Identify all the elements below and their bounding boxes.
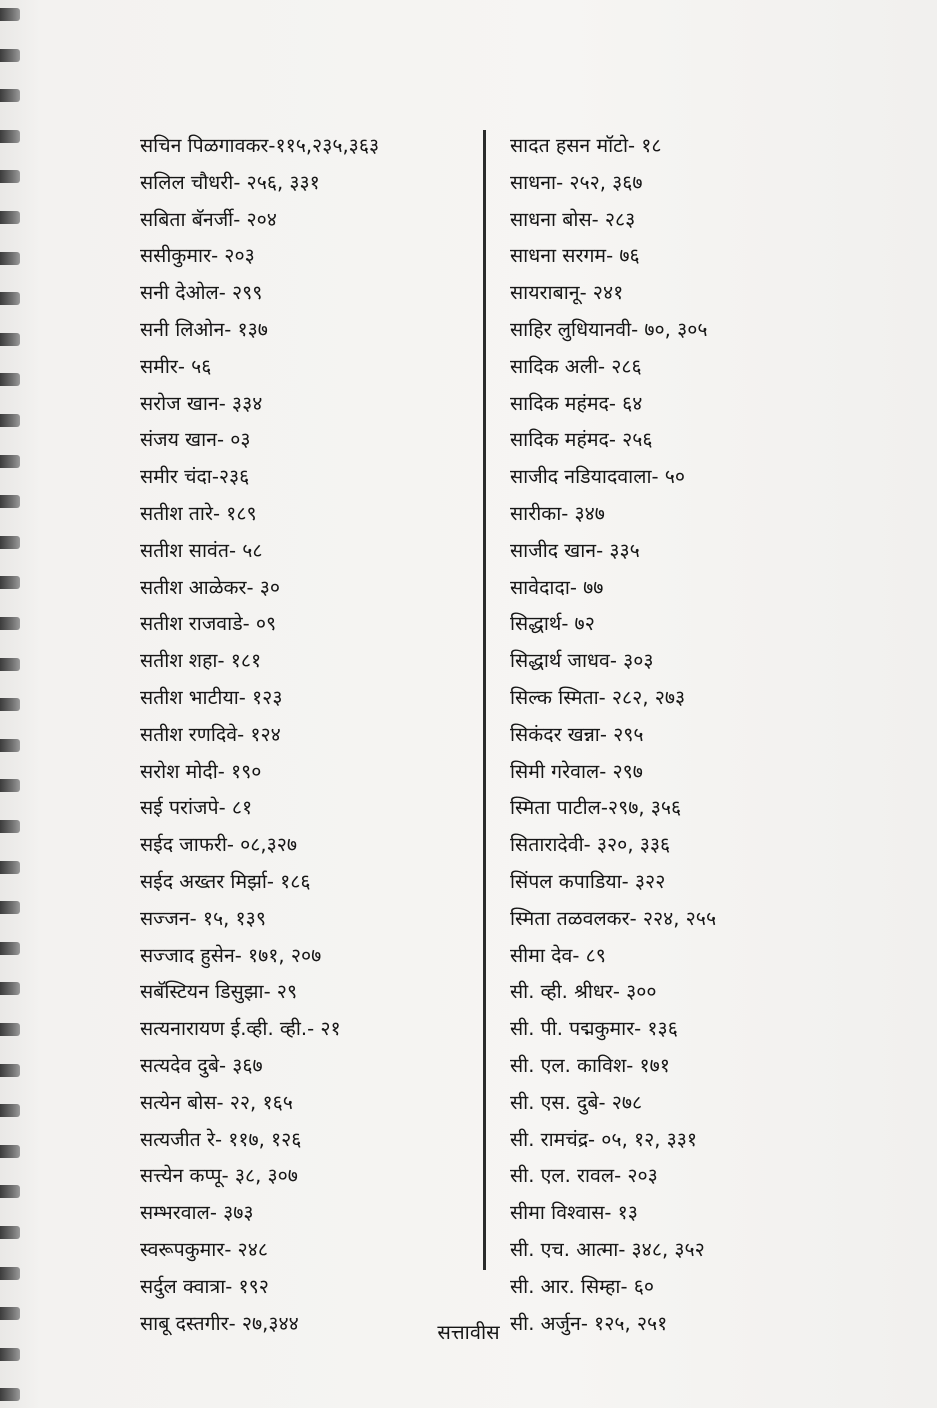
index-entry: सीमा देव- ८९ [510, 943, 606, 967]
index-entry: सरोश मोदी- १९० [140, 759, 262, 783]
index-column-right [510, 128, 810, 1342]
binding-hole [0, 292, 20, 305]
spiral-binding [0, 0, 26, 1408]
index-entry: सतीश राजवाडे- ०९ [140, 612, 277, 636]
index-entry: सी. एच. आत्मा- ३४८, ३५२ [510, 1237, 705, 1261]
index-entry: सतीश सावंत- ५८ [140, 538, 263, 562]
index-entry: सिंपल कपाडिया- ३२२ [510, 869, 666, 893]
binding-hole [0, 89, 20, 102]
binding-hole [0, 779, 20, 792]
index-entry: सी. एस. दुबे- २७८ [510, 1090, 643, 1114]
index-entry: सतीश शहा- १८१ [140, 649, 262, 673]
index-entry: समीर- ५६ [140, 354, 212, 378]
index-entry: सत्यनारायण ई.व्ही. व्ही.- २१ [140, 1017, 341, 1041]
index-entry: सत्त्येन कप्पू- ३८, ३०७ [140, 1164, 298, 1188]
index-entry: स्मिता पाटील-२९७, ३५६ [510, 796, 682, 820]
index-entry: सी. व्ही. श्रीधर- ३०० [510, 980, 657, 1004]
binding-hole [0, 982, 20, 995]
index-entry: सिद्धार्थ जाधव- ३०३ [510, 649, 654, 673]
index-entry: सज्जन- १५, १३९ [140, 906, 266, 930]
index-entry: सादिक महंमद- ६४ [510, 391, 643, 415]
binding-hole [0, 333, 20, 346]
binding-hole [0, 1064, 20, 1077]
binding-hole [0, 1185, 20, 1198]
index-entry: सनी देओल- २९९ [140, 281, 263, 305]
index-entry: सादिक अली- २८६ [510, 354, 642, 378]
index-entry: सतीश आळेकर- ३० [140, 575, 281, 599]
index-entry: स्वरूपकुमार- २४८ [140, 1237, 268, 1261]
index-entry: सिद्धार्थ- ७२ [510, 612, 595, 636]
binding-hole [0, 1348, 20, 1361]
index-entry: सतीश तारे- १८९ [140, 501, 257, 525]
index-entry: सी. आर. सिम्हा- ६० [510, 1274, 654, 1298]
binding-hole [0, 414, 20, 427]
index-entry: सी. पी. पद्मकुमार- १३६ [510, 1017, 678, 1041]
page-number: सत्तावीस [437, 1320, 500, 1344]
index-entry: सम्भरवाल- ३७३ [140, 1201, 254, 1225]
binding-hole [0, 1145, 20, 1158]
index-entry: ससीकुमार- २०३ [140, 244, 255, 268]
index-entry: सावेदादा- ७७ [510, 575, 604, 599]
binding-hole [0, 536, 20, 549]
index-entry: सी. एल. काविश- १७१ [510, 1053, 670, 1077]
index-entry: सादत हसन मॉटो- १८ [510, 134, 662, 157]
index-entry: सबॅस्टियन डिसुझा- २९ [140, 980, 298, 1004]
index-entry: सर्दुल क्वात्रा- १९२ [140, 1274, 269, 1298]
index-entry: साजीद नडियादवाला- ५० [510, 465, 686, 489]
binding-hole [0, 739, 20, 752]
index-entry: साधना- २५२, ३६७ [510, 170, 643, 194]
index-entry: सईद अख्तर मिर्झा- १८६ [140, 869, 311, 893]
index-entry: सलिल चौधरी- २५६, ३३१ [140, 170, 320, 194]
binding-hole [0, 820, 20, 833]
index-entry: सत्यजीत रे- ११७, १२६ [140, 1127, 302, 1151]
binding-hole [0, 576, 20, 589]
index-entry: सचिन पिळगावकर-११५,२३५,३६३ [140, 134, 380, 157]
index-entry: सतीश भाटीया- १२३ [140, 685, 283, 709]
binding-hole [0, 942, 20, 955]
index-entry: सी. एल. रावल- २०३ [510, 1164, 658, 1188]
index-entry: साधना बोस- २८३ [510, 207, 636, 231]
binding-hole [0, 698, 20, 711]
binding-hole [0, 373, 20, 386]
index-entry: सी. अर्जुन- १२५, २५१ [510, 1311, 668, 1335]
binding-hole [0, 861, 20, 874]
index-entry: सायराबानू- २४१ [510, 281, 624, 305]
binding-hole [0, 1267, 20, 1280]
binding-hole [0, 8, 20, 21]
index-entry: साबू दस्तगीर- २७,३४४ [140, 1311, 299, 1335]
index-entry: सिमी गरेवाल- २९७ [510, 759, 643, 783]
index-entry: सई परांजपे- ८१ [140, 796, 253, 820]
index-entry: सीमा विश्वास- १३ [510, 1201, 638, 1225]
binding-hole [0, 211, 20, 224]
binding-hole [0, 1023, 20, 1036]
binding-hole [0, 1104, 20, 1117]
index-entry: सरोज खान- ३३४ [140, 391, 263, 415]
binding-hole [0, 901, 20, 914]
index-entry: सी. रामचंद्र- ०५, १२, ३३१ [510, 1127, 698, 1151]
binding-hole [0, 49, 20, 62]
index-entry: सिकंदर खन्ना- २९५ [510, 722, 644, 746]
index-entry: सितारादेवी- ३२०, ३३६ [510, 833, 671, 857]
index-entry: सारीका- ३४७ [510, 501, 605, 525]
index-entry: संजय खान- ०३ [140, 428, 251, 452]
index-entry: सादिक महंमद- २५६ [510, 428, 653, 452]
binding-hole [0, 170, 20, 183]
index-entry: साहिर लुधियानवी- ७०, ३०५ [510, 317, 708, 341]
binding-hole [0, 252, 20, 265]
index-entry: स्मिता तळवलकर- २२४, २५५ [510, 906, 717, 930]
index-entry: साधना सरगम- ७६ [510, 244, 640, 268]
index-entry: सिल्क स्मिता- २८२, २७३ [510, 685, 686, 709]
binding-hole [0, 495, 20, 508]
index-entry: सतीश रणदिवे- १२४ [140, 722, 281, 746]
binding-hole [0, 1388, 20, 1401]
index-entry: समीर चंदा-२३६ [140, 465, 250, 489]
binding-hole [0, 617, 20, 630]
index-entry: सज्जाद हुसेन- १७१, २०७ [140, 943, 322, 967]
binding-hole [0, 130, 20, 143]
index-entry: साजीद खान- ३३५ [510, 538, 640, 562]
index-column-left [140, 128, 470, 1342]
binding-hole [0, 658, 20, 671]
index-entry: सबिता बॅनर्जी- २०४ [140, 207, 277, 231]
binding-hole [0, 1226, 20, 1239]
index-entry: सईद जाफरी- ०८,३२७ [140, 833, 298, 857]
binding-hole [0, 455, 20, 468]
index-entry: सत्यदेव दुबे- ३६७ [140, 1053, 263, 1077]
index-entry: सनी लिओन- १३७ [140, 317, 268, 341]
column-divider [483, 130, 486, 1270]
index-entry: सत्येन बोस- २२, १६५ [140, 1090, 293, 1114]
